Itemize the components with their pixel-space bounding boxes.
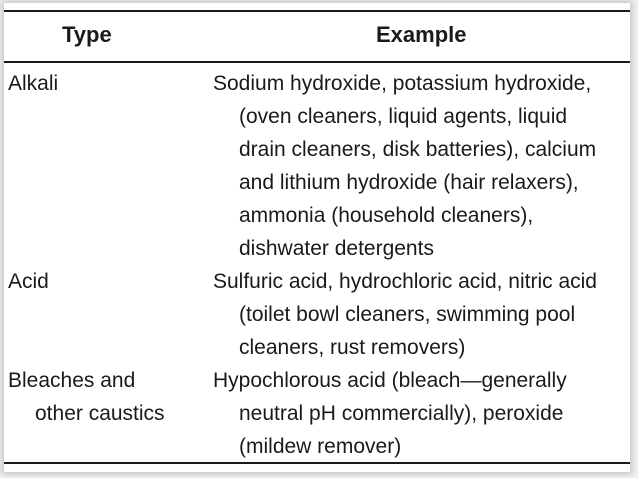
- example-line: dishwater detergents: [239, 237, 434, 260]
- table-document: [4, 3, 630, 472]
- example-line: (toilet bowl cleaners, swimming pool: [239, 303, 576, 326]
- table-row-bleaches-example: [213, 364, 627, 463]
- table-row-alkali-example: [213, 67, 627, 265]
- example-line: Hypochlorous acid (bleach—generally: [213, 369, 567, 392]
- example-line: Sulfuric acid, hydrochloric acid, nitric acid: [213, 270, 597, 293]
- type-label: Alkali: [8, 72, 59, 95]
- table-row-acid-example: [213, 265, 627, 364]
- bottom-rule: [4, 462, 630, 464]
- example-line: (mildew remover): [239, 435, 402, 458]
- top-rule: [4, 10, 630, 12]
- example-line: (oven cleaners, liquid agents, liquid: [239, 105, 568, 128]
- type-label: other caustics: [35, 402, 165, 425]
- type-label: Acid: [8, 270, 49, 293]
- example-line: neutral pH commercially), peroxide: [239, 402, 564, 425]
- example-line: ammonia (household cleaners),: [239, 204, 534, 227]
- example-line: cleaners, rust removers): [239, 336, 466, 359]
- column-header-example: Example: [376, 22, 467, 47]
- table-row-bleaches-type: [8, 364, 204, 430]
- table-row-acid-type: [8, 265, 204, 298]
- table-row-alkali-type: [8, 67, 204, 100]
- example-line: Sodium hydroxide, potassium hydroxide,: [213, 72, 592, 95]
- header-rule: [4, 61, 630, 63]
- example-line: and lithium hydroxide (hair relaxers),: [239, 171, 579, 194]
- column-header-type: Type: [62, 22, 112, 47]
- example-line: drain cleaners, disk batteries), calcium: [239, 138, 597, 161]
- type-label: Bleaches and: [8, 369, 136, 392]
